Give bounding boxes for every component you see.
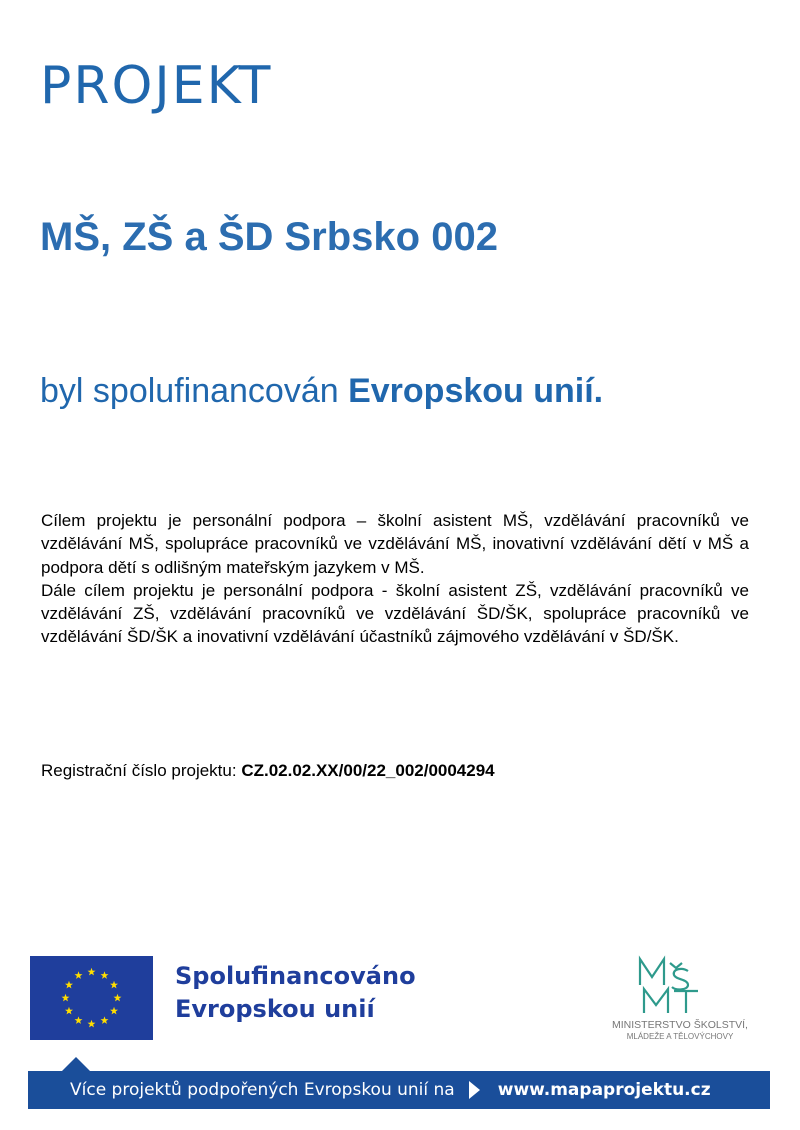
eu-stars-icon (30, 956, 153, 1040)
eu-star-icon (88, 1020, 96, 1028)
msmt-logo (590, 955, 770, 1045)
eu-logo-line-2: Evropskou unií (175, 995, 375, 1023)
eu-star-icon (65, 1007, 73, 1015)
project-title: MŠ, ZŠ a ŠD Srbsko 002 (40, 215, 498, 259)
msmt-logo-line-2: MLÁDEŽE A TĚLOVÝCHOVY (626, 1032, 734, 1041)
eu-star-icon (101, 1016, 109, 1024)
eu-star-icon (62, 994, 70, 1002)
eu-star-icon (101, 971, 109, 979)
eu-star-icon (75, 1016, 83, 1024)
eu-star-icon (110, 1007, 118, 1015)
footer-bar-url[interactable]: www.mapaprojektu.cz (497, 1080, 711, 1100)
eu-logo-line-1: Spolufinancováno (175, 962, 416, 990)
poster-heading: PROJEKT (40, 56, 273, 116)
description-paragraph-2: Dále cílem projektu je personální podpora - školní asistent ZŠ, vzdělávání pracovníků ve vzdělávání ZŠ, vzdělávání pracovníků ve vzdělávání ŠD/ŠK, spolupráce pracovníků ve vzdělávání ŠD/ŠK a inovativní vzdělávání účastníků zájmového vzdělávání v ŠD/ŠK. (41, 580, 749, 647)
msmt-emblem-icon (590, 955, 770, 1045)
registration-label: Registrační číslo projektu: (41, 761, 242, 780)
eu-star-icon (110, 981, 118, 989)
eu-star-icon (88, 968, 96, 976)
eu-star-icon (65, 981, 73, 989)
description-paragraph-1: Cílem projektu je personální podpora – školní asistent MŠ, vzdělávání pracovníků ve vzdělávání MŠ, spolupráce pracovníků ve vzdělávání MŠ, inovativní vzdělávání dětí v MŠ a podpora dětí s odlišným mateřským jazykem v MŠ. (41, 511, 749, 577)
cofinanced-emphasis: Evropskou unií. (348, 372, 604, 410)
project-description (41, 509, 749, 649)
eu-star-icon (75, 971, 83, 979)
msmt-logo-line-1: MINISTERSTVO ŠKOLSTVÍ, (612, 1019, 748, 1031)
cofinanced-prefix: byl spolufinancován (40, 372, 349, 410)
cofinanced-statement (40, 372, 603, 411)
footer-bar-text: Více projektů podpořených Evropskou unií na (70, 1080, 455, 1100)
registration-number (41, 761, 495, 781)
eu-logo-text (175, 960, 416, 1026)
footer-bar (28, 1071, 770, 1109)
footer-bar-notch (62, 1057, 90, 1071)
arrow-right-icon (469, 1081, 480, 1099)
eu-star-icon (114, 994, 122, 1002)
registration-value: CZ.02.02.XX/00/22_002/0004294 (241, 761, 495, 780)
eu-flag-logo (30, 956, 153, 1040)
